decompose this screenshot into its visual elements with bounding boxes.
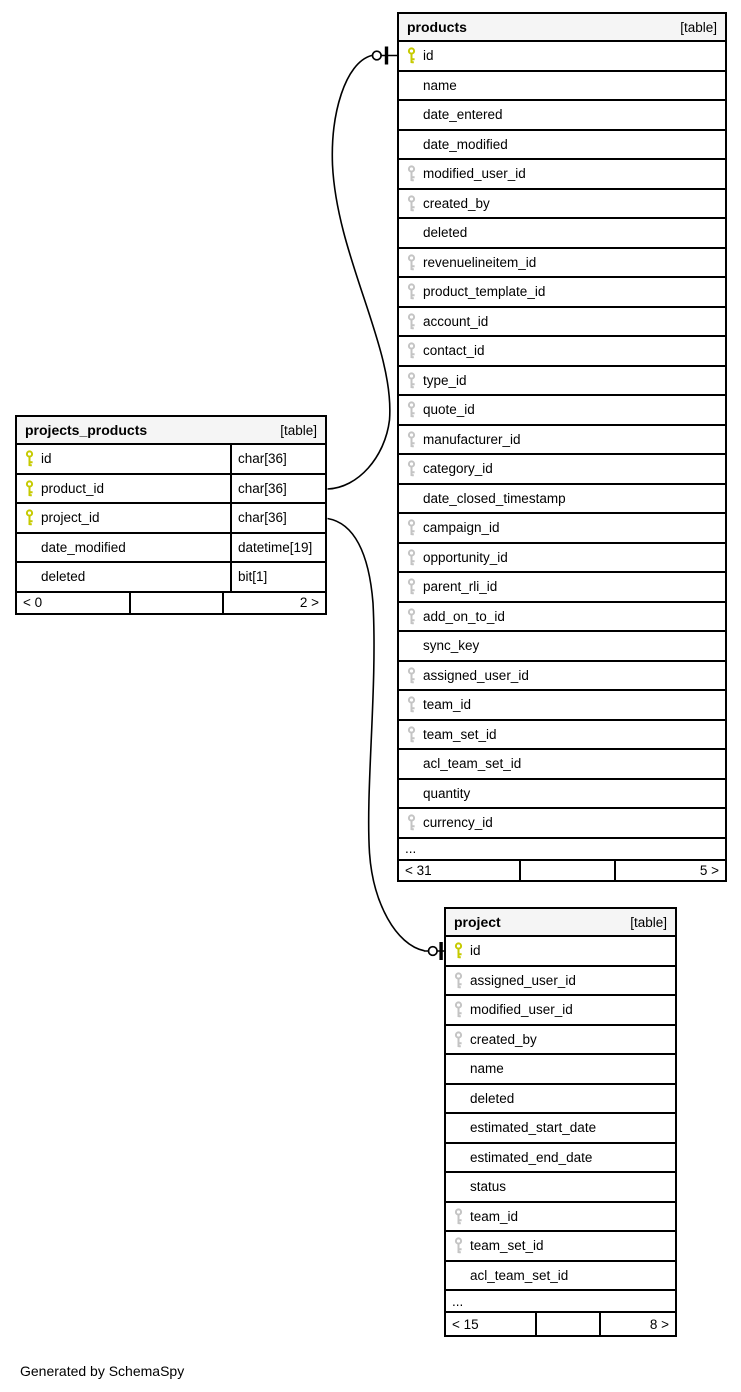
foreign-key-icon [454, 1237, 463, 1254]
table-footer [446, 1313, 675, 1335]
column-name: manufacturer_id [423, 431, 521, 447]
table-tag: [table] [630, 914, 667, 930]
column-row-parent_rli_id [399, 573, 725, 603]
key-slot [407, 195, 423, 212]
key-slot [407, 814, 423, 831]
column-row-deleted [17, 563, 325, 593]
table-header-products[interactable] [399, 14, 725, 42]
column-name: id [470, 943, 481, 959]
footer-right-count: 8 > [599, 1313, 675, 1335]
key-slot [25, 509, 41, 526]
primary-key-icon [454, 942, 463, 959]
key-slot [407, 47, 423, 64]
column-name: currency_id [423, 815, 493, 831]
column-name-cell [399, 131, 725, 159]
foreign-key-icon [407, 401, 416, 418]
relationship-curve-products [328, 56, 390, 490]
key-slot [407, 431, 423, 448]
column-row-id [17, 445, 325, 475]
column-name: add_on_to_id [423, 608, 505, 624]
table-footer [17, 593, 325, 614]
column-name: campaign_id [423, 520, 500, 536]
key-slot [454, 972, 470, 989]
column-name-cell [399, 662, 725, 690]
table-name: products [407, 19, 467, 35]
column-row-status [446, 1173, 675, 1203]
column-name-cell [17, 563, 230, 591]
column-name-cell [399, 160, 725, 188]
column-name-cell [399, 691, 725, 719]
column-name-cell [446, 1085, 675, 1113]
column-name-cell [399, 101, 725, 129]
generator-note: Generated by SchemaSpy [20, 1363, 185, 1379]
column-row-account_id [399, 308, 725, 338]
foreign-key-icon [454, 1001, 463, 1018]
column-name-cell [399, 721, 725, 749]
key-slot [25, 450, 41, 467]
key-slot [407, 578, 423, 595]
table-products[interactable] [397, 12, 727, 882]
column-name-cell [446, 1203, 675, 1231]
column-name: team_id [470, 1208, 519, 1224]
column-name-cell [399, 455, 725, 483]
column-name-cell [399, 573, 725, 601]
column-name-cell [446, 1173, 675, 1201]
column-name-cell [446, 1232, 675, 1260]
table-project[interactable] [444, 907, 677, 1337]
column-name: name [470, 1061, 504, 1077]
column-row-contact_id [399, 337, 725, 367]
column-name: acl_team_set_id [470, 1267, 569, 1283]
table-header-project[interactable] [446, 909, 675, 937]
key-slot [407, 519, 423, 536]
column-row-estimated_end_date [446, 1144, 675, 1174]
key-slot [407, 696, 423, 713]
table-tag: [table] [280, 422, 317, 438]
foreign-key-icon [407, 283, 416, 300]
table-tag: [table] [680, 19, 717, 35]
column-row-created_by [399, 190, 725, 220]
column-row-assigned_user_id [446, 967, 675, 997]
table-footer [399, 861, 725, 881]
column-name: sync_key [423, 638, 480, 654]
column-row-modified_user_id [446, 996, 675, 1026]
column-name-cell [446, 1114, 675, 1142]
key-slot [407, 401, 423, 418]
key-slot [454, 942, 470, 959]
column-row-team_id [446, 1203, 675, 1233]
primary-key-icon [25, 480, 34, 497]
column-name: id [41, 451, 52, 467]
column-row-team_id [399, 691, 725, 721]
column-name-cell [399, 632, 725, 660]
column-type: datetime[19] [230, 534, 325, 562]
column-name-cell [399, 485, 725, 513]
one-circle-icon [429, 947, 438, 956]
column-name-cell [446, 1026, 675, 1054]
one-circle-icon [373, 51, 382, 60]
column-row-id [399, 42, 725, 72]
foreign-key-icon [407, 460, 416, 477]
foreign-key-icon [454, 1208, 463, 1225]
column-type: char[36] [230, 504, 325, 532]
primary-key-icon [407, 47, 416, 64]
column-name-cell [399, 544, 725, 572]
column-name-cell [17, 534, 230, 562]
key-slot [407, 165, 423, 182]
column-row-quote_id [399, 396, 725, 426]
column-name-cell [399, 367, 725, 395]
footer-middle-cell [535, 1313, 599, 1335]
key-slot [407, 667, 423, 684]
column-row-sync_key [399, 632, 725, 662]
footer-middle-cell [129, 593, 222, 614]
foreign-key-icon [454, 972, 463, 989]
column-name: created_by [423, 195, 490, 211]
column-row-project_id [17, 504, 325, 534]
column-name: estimated_end_date [470, 1149, 593, 1165]
column-type: bit[1] [230, 563, 325, 591]
foreign-key-icon [407, 667, 416, 684]
column-name-cell [399, 809, 725, 837]
table-projects_products[interactable] [15, 415, 327, 615]
column-row-manufacturer_id [399, 426, 725, 456]
column-name: assigned_user_id [470, 972, 576, 988]
column-row-date_modified [399, 131, 725, 161]
key-slot [407, 726, 423, 743]
column-name: deleted [41, 569, 86, 585]
footer-left-count: < 15 [452, 1316, 479, 1332]
key-slot [454, 1001, 470, 1018]
key-slot [25, 480, 41, 497]
column-name: opportunity_id [423, 549, 508, 565]
column-name-cell [399, 278, 725, 306]
foreign-key-icon [407, 372, 416, 389]
key-slot [454, 1208, 470, 1225]
column-name: created_by [470, 1031, 537, 1047]
column-row-campaign_id [399, 514, 725, 544]
column-name-cell [399, 72, 725, 100]
column-row-product_id [17, 475, 325, 505]
column-name: product_id [41, 480, 105, 496]
column-row-add_on_to_id [399, 603, 725, 633]
column-name: project_id [41, 510, 100, 526]
foreign-key-icon [407, 696, 416, 713]
foreign-key-icon [407, 549, 416, 566]
column-name-cell [17, 504, 230, 532]
key-slot [454, 1237, 470, 1254]
column-name: deleted [470, 1090, 515, 1106]
column-name-cell [17, 475, 230, 503]
column-name: deleted [423, 225, 468, 241]
column-name-cell [399, 190, 725, 218]
key-slot [407, 608, 423, 625]
column-name-cell [399, 308, 725, 336]
column-name: modified_user_id [423, 166, 526, 182]
column-row-name [399, 72, 725, 102]
column-row-estimated_start_date [446, 1114, 675, 1144]
foreign-key-icon [407, 165, 416, 182]
column-name-cell [17, 445, 230, 473]
footer-middle-cell [519, 861, 614, 881]
column-row-product_template_id [399, 278, 725, 308]
one-bar-icon [385, 47, 388, 65]
column-name: team_id [423, 697, 472, 713]
column-row-deleted [446, 1085, 675, 1115]
column-row-team_set_id [446, 1232, 675, 1262]
footer-right-count: 2 > [222, 593, 325, 614]
column-row-revenuelineitem_id [399, 249, 725, 279]
column-row-assigned_user_id [399, 662, 725, 692]
foreign-key-icon [407, 342, 416, 359]
column-name-cell [446, 967, 675, 995]
foreign-key-icon [407, 431, 416, 448]
column-row-modified_user_id [399, 160, 725, 190]
more-columns-ellipsis: ... [399, 839, 725, 861]
key-slot [407, 372, 423, 389]
column-name-cell [399, 750, 725, 778]
column-name: contact_id [423, 343, 485, 359]
column-name: revenuelineitem_id [423, 254, 537, 270]
column-name-cell [399, 249, 725, 277]
column-name: date_closed_timestamp [423, 490, 566, 506]
foreign-key-icon [407, 254, 416, 271]
column-name: team_set_id [423, 726, 497, 742]
column-name-cell [446, 1055, 675, 1083]
column-name: modified_user_id [470, 1002, 573, 1018]
column-name: name [423, 77, 457, 93]
column-name: assigned_user_id [423, 667, 529, 683]
table-header-projects_products[interactable] [17, 417, 325, 445]
footer-left-count: < 31 [405, 862, 432, 878]
column-name: date_modified [41, 539, 126, 555]
foreign-key-icon [454, 1031, 463, 1048]
column-name-cell [399, 514, 725, 542]
relationship-product_id-to-products-id [328, 47, 398, 490]
column-name-cell [446, 937, 675, 965]
footer-right-count: 5 > [614, 861, 725, 881]
foreign-key-icon [407, 578, 416, 595]
column-row-category_id [399, 455, 725, 485]
column-name: team_set_id [470, 1238, 544, 1254]
column-name: estimated_start_date [470, 1120, 597, 1136]
column-row-acl_team_set_id [446, 1262, 675, 1292]
column-name: id [423, 48, 434, 64]
key-slot [407, 283, 423, 300]
key-slot [407, 313, 423, 330]
column-name: account_id [423, 313, 489, 329]
column-row-currency_id [399, 809, 725, 839]
column-type: char[36] [230, 445, 325, 473]
primary-key-icon [25, 450, 34, 467]
foreign-key-icon [407, 814, 416, 831]
column-row-type_id [399, 367, 725, 397]
column-row-created_by [446, 1026, 675, 1056]
column-name-cell [399, 603, 725, 631]
column-row-id [446, 937, 675, 967]
column-name: parent_rli_id [423, 579, 498, 595]
column-name: date_entered [423, 107, 503, 123]
column-row-quantity [399, 780, 725, 810]
column-name-cell [399, 780, 725, 808]
table-name: projects_products [25, 422, 148, 438]
column-type: char[36] [230, 475, 325, 503]
column-name: date_modified [423, 136, 508, 152]
column-name-cell [399, 219, 725, 247]
column-name-cell [399, 396, 725, 424]
column-name: quote_id [423, 402, 475, 418]
column-row-name [446, 1055, 675, 1085]
foreign-key-icon [407, 195, 416, 212]
column-row-team_set_id [399, 721, 725, 751]
column-name-cell [446, 996, 675, 1024]
primary-key-icon [25, 509, 34, 526]
foreign-key-icon [407, 726, 416, 743]
foreign-key-icon [407, 519, 416, 536]
footer-left-count: < 0 [23, 595, 43, 611]
foreign-key-icon [407, 608, 416, 625]
column-name-cell [446, 1144, 675, 1172]
column-name-cell [399, 42, 725, 70]
column-name: type_id [423, 372, 467, 388]
key-slot [407, 254, 423, 271]
column-name: category_id [423, 461, 493, 477]
column-name-cell [399, 337, 725, 365]
table-name: project [454, 914, 501, 930]
more-columns-ellipsis: ... [446, 1291, 675, 1313]
column-row-acl_team_set_id [399, 750, 725, 780]
one-bar-icon [439, 942, 442, 960]
column-row-date_modified [17, 534, 325, 564]
column-row-date_closed_timestamp [399, 485, 725, 515]
column-name: quantity [423, 785, 471, 801]
column-name-cell [446, 1262, 675, 1290]
column-row-opportunity_id [399, 544, 725, 574]
key-slot [407, 460, 423, 477]
column-name: acl_team_set_id [423, 756, 522, 772]
column-row-date_entered [399, 101, 725, 131]
key-slot [407, 549, 423, 566]
column-name: status [470, 1179, 507, 1195]
column-name-cell [399, 426, 725, 454]
column-row-deleted [399, 219, 725, 249]
key-slot [407, 342, 423, 359]
foreign-key-icon [407, 313, 416, 330]
key-slot [454, 1031, 470, 1048]
column-name: product_template_id [423, 284, 546, 300]
